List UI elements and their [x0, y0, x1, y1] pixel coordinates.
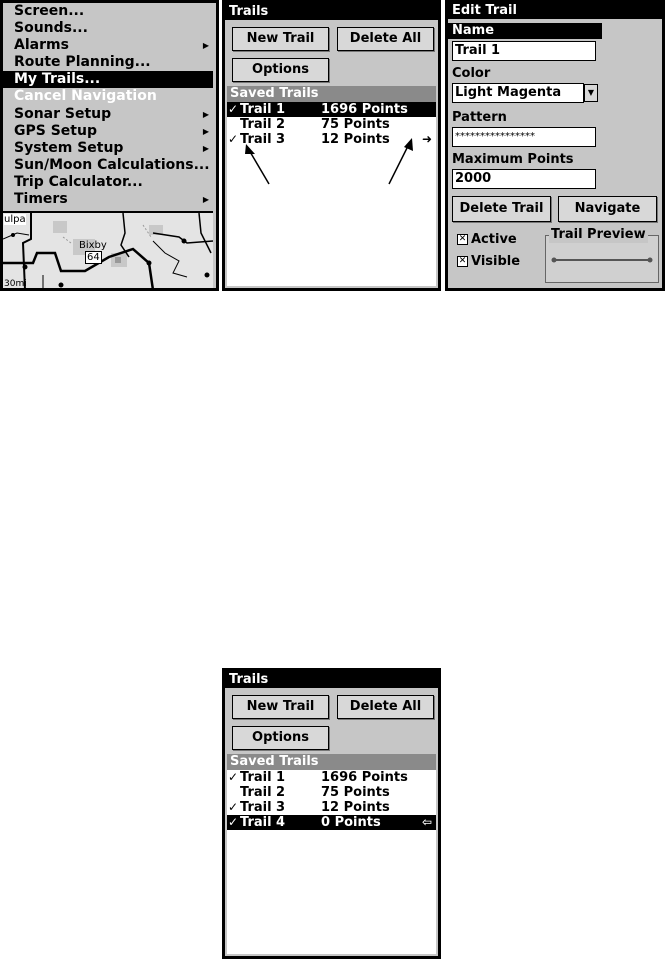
trails-title-bar: Trails — [225, 671, 438, 688]
submenu-arrow-icon: ▶ — [202, 41, 209, 51]
new-trail-button[interactable]: New Trail — [232, 695, 329, 719]
main-menu-list — [3, 3, 213, 208]
chevron-down-icon[interactable]: ▼ — [584, 84, 598, 102]
maximum-points-field[interactable]: 2000 — [452, 169, 596, 189]
menu-item-alarms[interactable] — [3, 37, 213, 54]
trail-check-icon: ✓ — [228, 132, 239, 146]
map-corner-label: ulpa — [4, 214, 26, 225]
menu-item-trip-calculator[interactable] — [3, 174, 213, 191]
trail-row[interactable] — [227, 117, 436, 132]
submenu-arrow-icon: ▶ — [202, 143, 209, 153]
cursor-icon: ➜ — [421, 132, 432, 146]
trail-points: 75 Points — [321, 117, 390, 132]
trail-check-icon: ✓ — [228, 102, 239, 116]
menu-item-label: Sounds... — [14, 20, 88, 37]
trail-name-field[interactable]: Trail 1 — [452, 41, 596, 61]
pattern-label: Pattern — [452, 110, 507, 125]
mini-map[interactable] — [3, 211, 213, 288]
menu-item-label: GPS Setup — [14, 122, 97, 139]
trail-points: 12 Points — [321, 800, 390, 815]
trail-points: 12 Points — [321, 132, 390, 147]
trail-row[interactable] — [227, 800, 436, 815]
submenu-arrow-icon: ▶ — [202, 109, 209, 119]
saved-trails-header: Saved Trails — [227, 86, 436, 102]
trail-row[interactable] — [227, 815, 436, 830]
main-menu-screen — [0, 0, 219, 291]
pattern-field[interactable]: **************** — [452, 127, 596, 147]
map-town-label: Bixby — [79, 240, 107, 251]
menu-item-label: Cancel Navigation — [14, 88, 157, 105]
submenu-arrow-icon: ▶ — [202, 126, 209, 136]
submenu-arrow-icon: ▶ — [202, 195, 209, 205]
menu-item-label: Sun/Moon Calculations... — [14, 156, 210, 173]
trail-points: 75 Points — [321, 785, 390, 800]
menu-item-sounds[interactable] — [3, 20, 213, 37]
trail-name: Trail 1 — [240, 770, 286, 785]
menu-item-label: Timers — [14, 191, 68, 208]
main-menu-panel — [3, 3, 216, 288]
options-button[interactable]: Options — [232, 726, 329, 750]
color-label: Color — [452, 66, 491, 81]
visible-checkbox[interactable]: ✕ — [458, 256, 467, 266]
map-scale-label: 30mi — [4, 279, 27, 288]
saved-trails-header: Saved Trails — [227, 754, 436, 770]
saved-trails-list — [227, 102, 436, 286]
edit-trail-title-bar: Edit Trail — [448, 3, 662, 19]
trails-screen-top — [222, 0, 441, 291]
trail-row[interactable] — [227, 132, 436, 147]
trail-points: 0 Points — [321, 815, 381, 830]
active-checkbox[interactable]: ✕ — [458, 234, 467, 244]
trail-name: Trail 1 — [240, 102, 286, 117]
name-label: Name — [448, 23, 602, 39]
color-dropdown[interactable]: Light Magenta — [452, 83, 584, 103]
menu-item-label: Trip Calculator... — [14, 173, 143, 190]
menu-item-label: Alarms — [14, 37, 69, 54]
menu-item-label: Screen... — [14, 3, 85, 19]
cursor-icon: ⇦ — [421, 815, 432, 829]
trail-preview-label: Trail Preview — [551, 227, 646, 242]
menu-item-label: Sonar Setup — [14, 105, 112, 122]
delete-all-button[interactable]: Delete All — [337, 695, 434, 719]
trails-screen-bottom — [222, 668, 441, 959]
trail-name: Trail 2 — [240, 785, 286, 800]
trail-name: Trail 2 — [240, 117, 286, 132]
trails-title-bar: Trails — [225, 3, 438, 20]
trail-name: Trail 3 — [240, 800, 286, 815]
menu-item-my-trails[interactable] — [3, 71, 213, 88]
edit-trail-screen — [445, 0, 665, 291]
menu-item-sun-moon-calculations[interactable] — [3, 157, 213, 174]
trail-row[interactable] — [227, 770, 436, 785]
menu-item-label: My Trails... — [14, 71, 101, 88]
menu-item-timers[interactable] — [3, 191, 213, 208]
visible-label: Visible — [471, 254, 521, 269]
new-trail-button[interactable]: New Trail — [232, 27, 329, 51]
menu-item-label: System Setup — [14, 139, 124, 156]
trail-points: 1696 Points — [321, 102, 408, 117]
navigate-button[interactable]: Navigate — [558, 196, 657, 222]
edit-trail-panel — [448, 3, 662, 288]
trail-name: Trail 3 — [240, 132, 286, 147]
trail-row[interactable] — [227, 102, 436, 117]
options-button[interactable]: Options — [232, 58, 329, 82]
delete-all-button[interactable]: Delete All — [337, 27, 434, 51]
trail-check-icon: ✓ — [228, 815, 239, 829]
map-road-label: 64 — [87, 252, 100, 263]
menu-item-cancel-navigation — [3, 88, 213, 105]
menu-item-route-planning[interactable] — [3, 54, 213, 71]
trail-name: Trail 4 — [240, 815, 286, 830]
menu-item-system-setup[interactable] — [3, 140, 213, 157]
trail-check-icon: ✓ — [228, 770, 239, 784]
delete-trail-button[interactable]: Delete Trail — [452, 196, 551, 222]
active-label: Active — [471, 232, 517, 247]
menu-item-label: Route Planning... — [14, 54, 151, 71]
trail-check-icon: ✓ — [228, 800, 239, 814]
menu-item-screen[interactable] — [3, 3, 213, 20]
trails-panel-bottom — [225, 671, 438, 956]
trails-panel-top — [225, 3, 438, 288]
map-drawing — [3, 213, 213, 288]
saved-trails-list — [227, 770, 436, 954]
trail-row[interactable] — [227, 785, 436, 800]
trail-points: 1696 Points — [321, 770, 408, 785]
menu-item-sonar-setup[interactable] — [3, 106, 213, 123]
maximum-points-label: Maximum Points — [452, 152, 574, 167]
menu-item-gps-setup[interactable] — [3, 123, 213, 140]
